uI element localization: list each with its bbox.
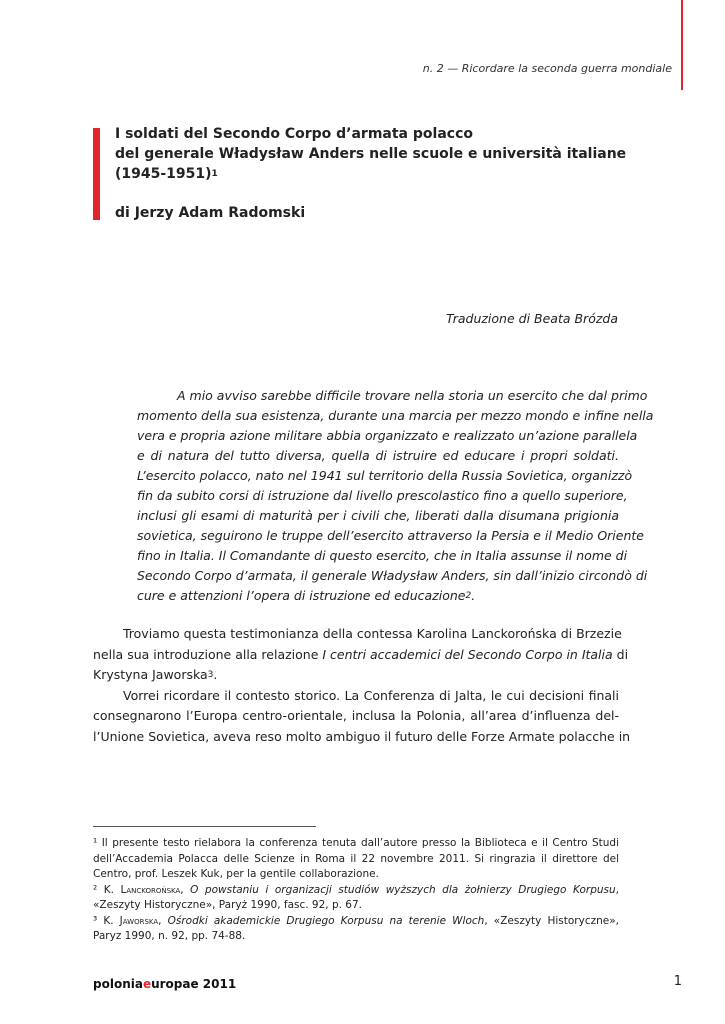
quote-line: e di natura del tutto diversa, quella di istruire ed educare i propri soldati.	[137, 448, 619, 463]
body-line: Troviamo questa testimonianza della contessa Karolina Lanckorońska di Brzezie	[123, 626, 622, 641]
quote-line	[137, 586, 619, 606]
footnote-2-author: Lanckorońska	[120, 883, 181, 896]
title-accent-bar	[93, 128, 100, 220]
quote-line: momento della sua esistenza, durante una marcia per mezzo mondo e infine nella	[137, 408, 654, 423]
cited-work-title: I centri accademici del Secondo Corpo in Italia	[322, 646, 613, 662]
quote-line: inclusi gli esami di maturità per i civili che, liberati dalla disumana prigionia	[137, 508, 619, 523]
epigraph-quote	[137, 386, 654, 606]
quote-line: fino in Italia. Il Comandante di questo esercito, che in Italia assunse il nome di	[137, 548, 628, 563]
quote-line: L’esercito polacco, nato nel 1941 sul territorio della Russia Sovietica, organizzò	[137, 468, 633, 483]
body-text	[93, 624, 631, 747]
article-title	[115, 124, 635, 184]
body-line: Vorrei ricordare il contesto storico. La Conferenza di Jalta, le cui decisioni finali	[123, 687, 619, 703]
journal-brand	[93, 977, 236, 991]
footnote-1-line: Centro, prof. Leszek Kuk, per la gentile collaborazione.	[93, 868, 379, 880]
quote-line: vera e propria azione militare abbia organizzato e realizzato un’azione parallela	[137, 428, 638, 443]
quote-line: sovietica, seguirono le truppe dell’esercito attraverso la Persia e il Medio Oriente	[137, 528, 644, 543]
footnote-3-title: Ośrodki akademickie Drugiego Korpusu na terenie Wloch	[167, 914, 485, 927]
body-line	[93, 645, 629, 666]
author-byline: di Jerzy Adam Radomski	[115, 205, 306, 221]
quote-line: A mio avviso sarebbe difficile trovare nella storia un esercito che dal primo	[177, 388, 648, 403]
footnote-1-line: ¹ Il presente testo rielabora la conferenza tenuta dall’autore presso la Biblioteca e il Centro Studi	[93, 837, 619, 849]
quote-line: Secondo Corpo d’armata, il generale Władysław Anders, sin dall’inizio circondò di	[137, 568, 648, 583]
footnote-2-title: O powstaniu i organizacji studiów wyższych dla żołnierzy Drugiego Korpusu	[190, 883, 616, 896]
quote-line: fin da subito corsi di istruzione dal livello prescolastico fino a quello superiore,	[137, 488, 628, 503]
body-line: consegnarono l’Europa centro-orientale, inclusa la Polonia, all’area d’influenza del-	[93, 708, 619, 723]
translator-credit: Traduzione di Beata Brózda	[446, 311, 618, 326]
footnote-2-marker: ² K.	[93, 883, 121, 896]
body-text-run: .	[213, 667, 218, 682]
body-line: l’Unione Sovietica, aveva reso molto ambiguo il futuro delle Forze Armate polacche in	[93, 728, 631, 744]
body-text-run: di	[612, 646, 629, 662]
footnote-3-sep: ,	[158, 914, 168, 927]
quote-end: .	[471, 588, 476, 603]
brand-part: polonia	[93, 977, 143, 991]
body-text-run: nella sua introduzione alla relazione	[93, 646, 323, 662]
title-line-2: del generale Władysław Anders nelle scuole e università italiane	[115, 146, 627, 162]
title-years: (1945-1951)	[115, 166, 212, 182]
brand-accent-letter: e	[142, 977, 152, 991]
top-right-red-rule	[681, 0, 683, 90]
page-number: 1	[673, 974, 682, 989]
footnote-3-source: , «Zeszyty Historyczne»,	[484, 914, 619, 927]
footnote-3-line	[93, 914, 619, 930]
footnote-separator	[93, 826, 316, 827]
footnote-ref-1[interactable]: 1	[211, 169, 218, 179]
footnote-2-line	[93, 883, 619, 899]
footnote-3-author: Jaworska	[119, 914, 159, 927]
footnote-1-line: dell’Accademia Polacca delle Scienze in Roma il 22 novembre 2011. Si ringrazia il direttore del	[93, 852, 619, 865]
footnotes	[93, 836, 619, 945]
brand-part: uropae	[151, 977, 199, 991]
title-line-1: I soldati del Secondo Corpo d’armata polacco	[115, 126, 473, 142]
running-head: n. 2 — Ricordare la seconda guerra mondiale	[422, 62, 672, 75]
footnote-3-marker: ³ K.	[93, 914, 120, 927]
footnote-3-line: Paryz 1990, n. 92, pp. 74-88.	[93, 930, 246, 942]
title-line-3	[115, 164, 635, 184]
footnote-2-sep: ,	[615, 883, 619, 896]
body-text-run: Krystyna Jaworska	[93, 667, 208, 682]
quote-text: cure e attenzioni l’opera di istruzione ed educazione	[137, 588, 466, 603]
footnote-ref-3[interactable]: 3	[207, 670, 214, 680]
footnote-2-sep: ,	[180, 883, 191, 896]
footnote-ref-2[interactable]: 2	[465, 591, 472, 601]
brand-year: 2011	[198, 977, 237, 991]
body-line	[93, 665, 619, 686]
footnote-2-line: «Zeszyty Historyczne», Paryż 1990, fasc. 92, p. 67.	[93, 899, 362, 911]
